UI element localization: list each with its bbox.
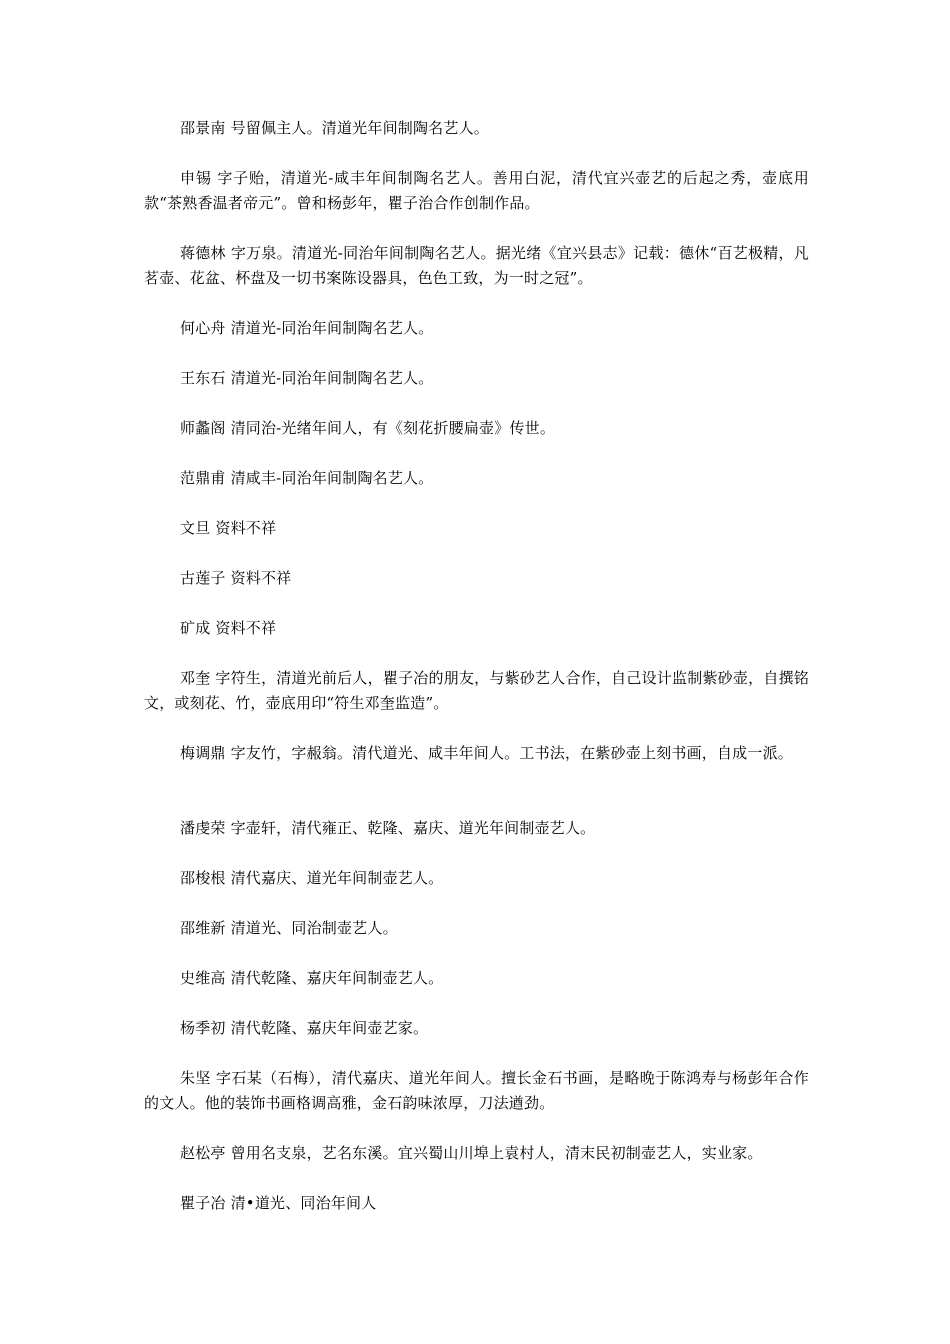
entry-wang-dongshi: 王东石 清道光-同治年间制陶名艺人。 — [180, 369, 434, 387]
entry-pan-qianrong: 潘虔荣 字壶轩，清代雍正、乾隆、嘉庆、道光年间制壶艺人。 — [180, 819, 596, 837]
entry-deng-kui: 邓奎 字符生，清道光前后人，瞿子冶的朋友，与紫砂艺人合作，自己设计监制紫砂壶，自撰铭文，或刻花、竹，壶底用印“符生邓奎监造”。 — [144, 669, 809, 712]
entry-fan-dingfu: 范鼎甫 清咸丰-同治年间制陶名艺人。 — [180, 469, 434, 487]
entry-wen-dan: 文旦 资料不祥 — [180, 519, 277, 537]
entry-zhao-songting: 赵松亭 曾用名支泉，艺名东溪。宜兴蜀山川埠上袁村人，清末民初制壶艺人，实业家。 — [180, 1144, 763, 1162]
entry-he-xinzhou: 何心舟 清道光-同治年间制陶名艺人。 — [180, 319, 434, 337]
entry-mei-tiaoding: 梅调鼎 字友竹，字赧翁。清代道光、咸丰年间人。工书法，在紫砂壶上刻书画，自成一派。 — [180, 744, 793, 762]
entry-yang-jichu: 杨季初 清代乾隆、嘉庆年间壶艺家。 — [180, 1019, 429, 1037]
entry-shi-weigao: 史维高 清代乾隆、嘉庆年间制壶艺人。 — [180, 969, 444, 987]
entry-kuang-cheng: 矿成 资料不祥 — [180, 619, 277, 637]
entry-qu-ziye: 瞿子冶 清•道光、同治年间人 — [180, 1194, 377, 1212]
entry-shao-suogen: 邵梭根 清代嘉庆、道光年间制壶艺人。 — [180, 869, 444, 887]
entry-shen-xi: 申锡 字子贻，清道光-咸丰年间制陶名艺人。善用白泥，清代宜兴壶艺的后起之秀，壶底用款“茶熟香温者帝元”。曾和杨彭年，瞿子治合作创制作品。 — [144, 169, 809, 212]
entry-zhu-jian: 朱坚 字石某（石梅），清代嘉庆、道光年间人。擅长金石书画，是略晚于陈鸿寿与杨彭年合作的文人。他的装饰书画格调高雅，金石韵味浓厚，刀法遒劲。 — [144, 1069, 809, 1112]
entry-jiang-delin: 蒋德林 字万泉。清道光-同治年间制陶名艺人。据光绪《宜兴县志》记载：德休“百艺极精，凡茗壶、花盆、杯盘及一切书案陈设器具，色色工致，为一时之冠”。 — [144, 244, 809, 287]
entry-shao-weixin: 邵维新 清道光、同治制壶艺人。 — [180, 919, 398, 937]
entry-gu-lianzi: 古莲子 资料不祥 — [180, 569, 292, 587]
entry-shao-jingnan: 邵景南 号留佩主人。清道光年间制陶名艺人。 — [180, 119, 489, 137]
entry-shi-lige: 师蠡阁 清同治-光绪年间人，有《刻花折腰扁壶》传世。 — [180, 419, 556, 437]
